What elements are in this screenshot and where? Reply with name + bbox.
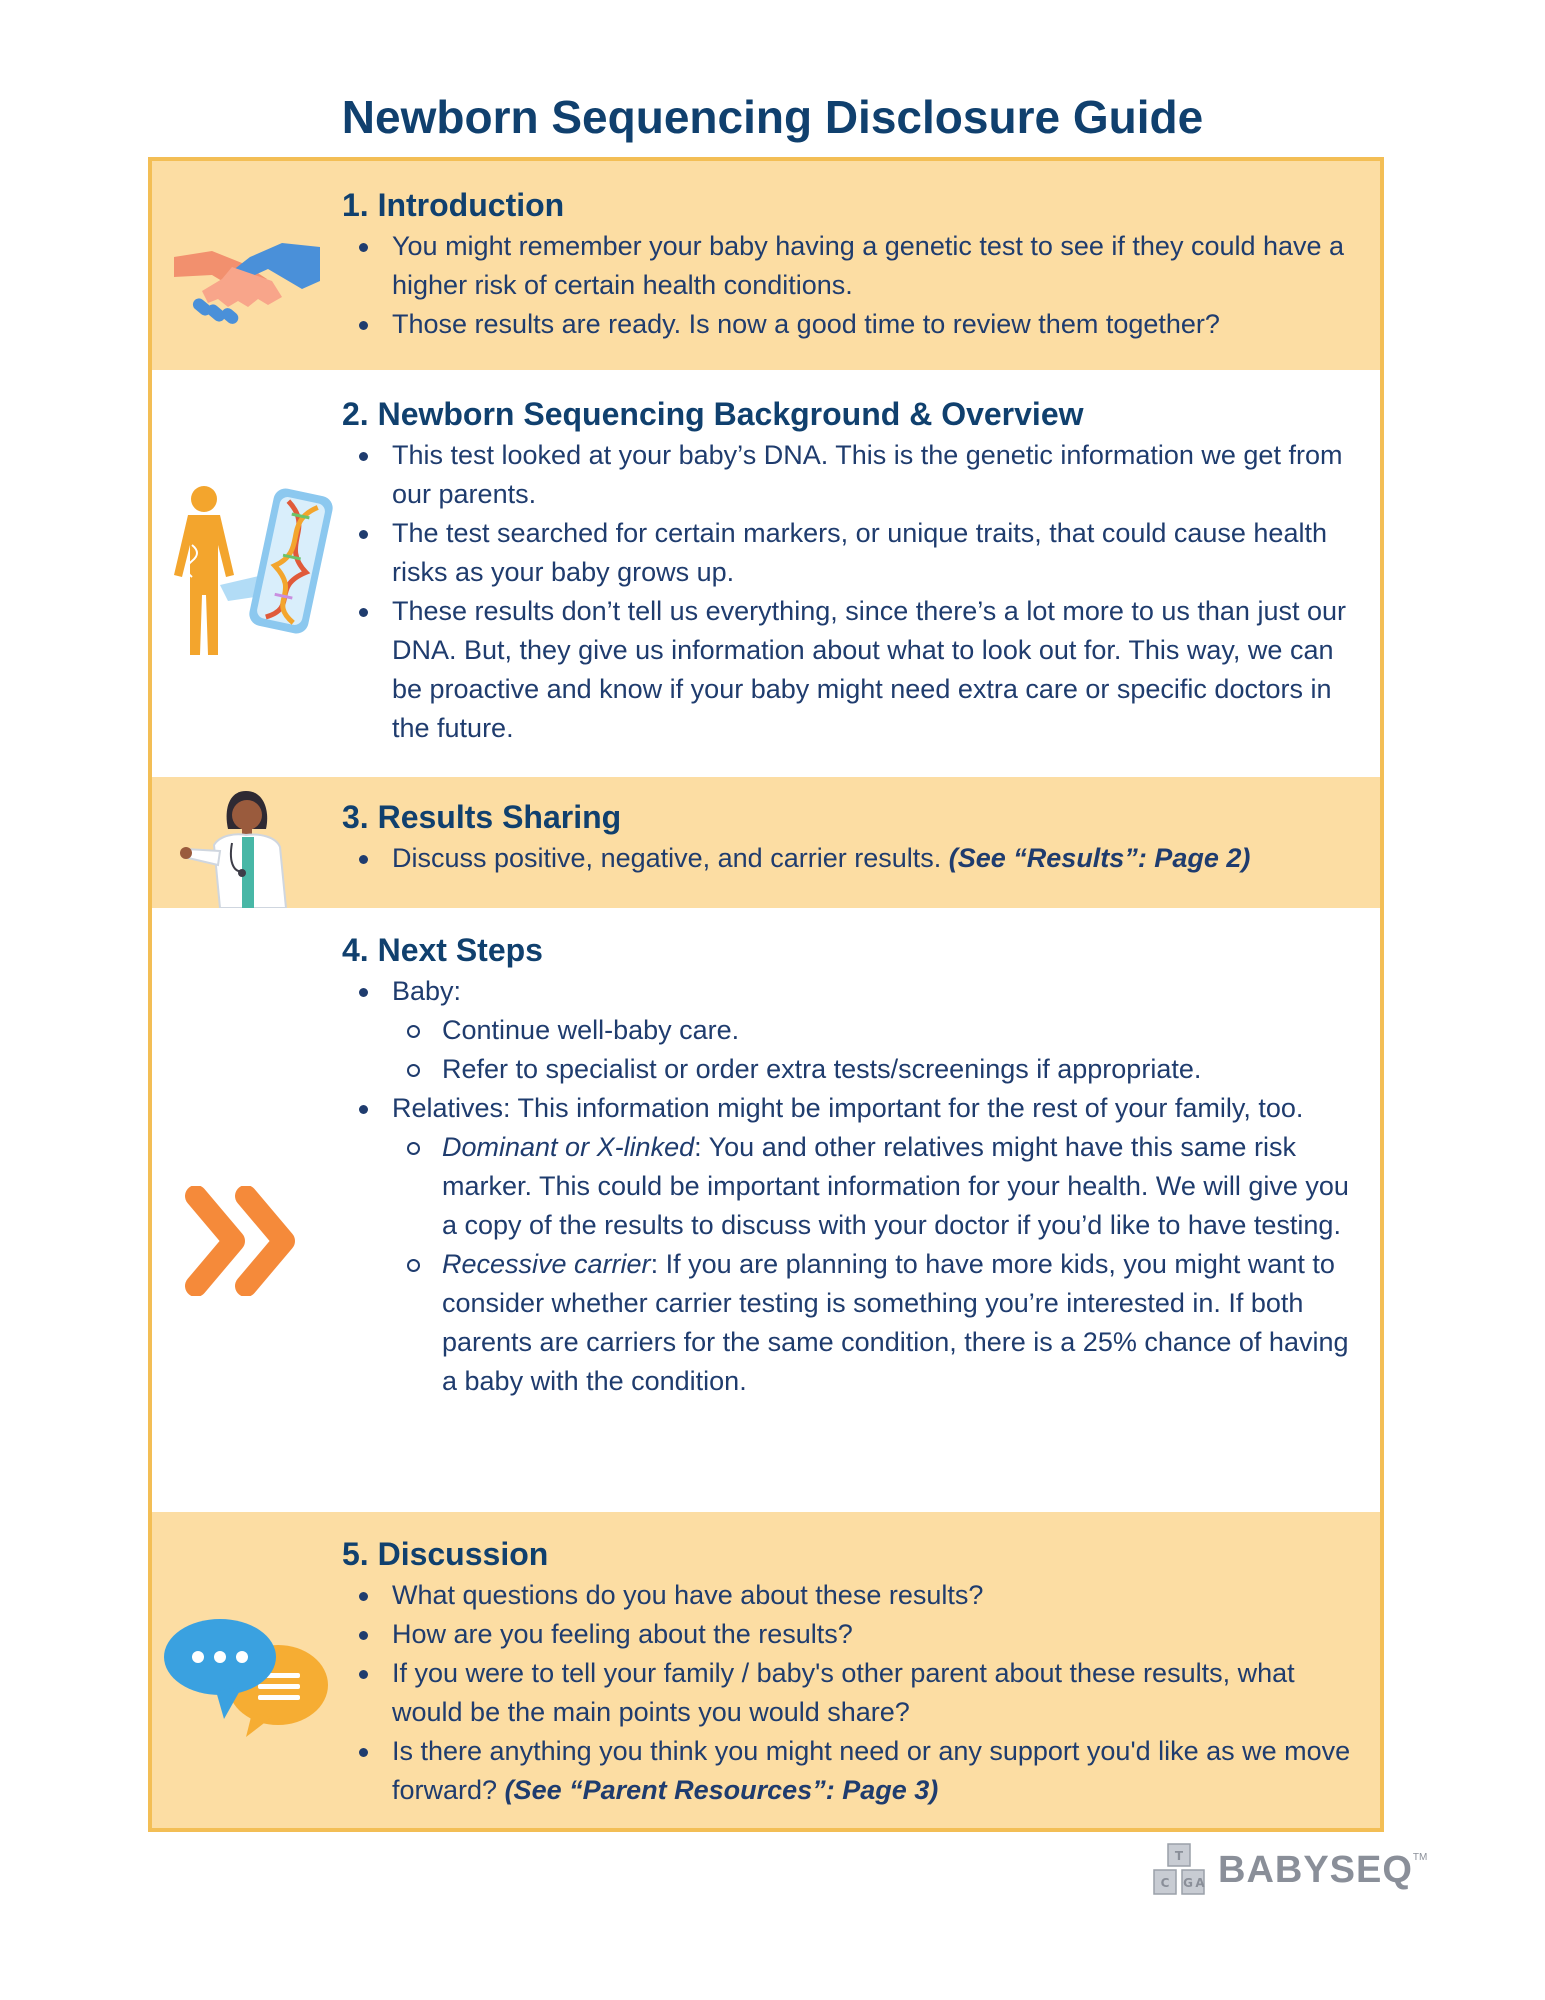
results-content [342, 795, 1360, 878]
page-title: Newborn Sequencing Disclosure Guide [341, 91, 1204, 143]
list-item [342, 1089, 1360, 1401]
logo-trademark: TM [1412, 1852, 1428, 1863]
results-page-reference: (See “Results”: Page 2) [948, 843, 1251, 873]
list-item: How are you feeling about the results? [342, 1615, 1360, 1654]
baby-sublist [392, 1011, 1360, 1089]
next-steps-list [342, 972, 1360, 1401]
introduction-content [342, 183, 1360, 344]
background-content [342, 392, 1360, 748]
logo-block-letter: G [1183, 1876, 1193, 1890]
next-steps-content [342, 928, 1360, 1401]
section-background [152, 370, 1380, 777]
introduction-title: 1. Introduction [342, 187, 565, 223]
section-results [152, 777, 1380, 908]
logo-block-letter: C [1160, 1876, 1170, 1890]
chat-bubbles-icon [160, 1617, 340, 1745]
recessive-term: Recessive carrier [442, 1249, 651, 1279]
recessive-text: : If you are planning to have more kids, you might want to consider whether carrier testing is something you’re interested in. If both parents are carriers for the same condition, there is a 25% chance of having a baby with the condition. [442, 1249, 1349, 1396]
logo-block-letter: T [1174, 1849, 1184, 1863]
section-introduction [152, 161, 1380, 370]
list-item [342, 972, 1360, 1089]
relatives-label: Relatives: This information might be important for the rest of your family, too. [392, 1093, 1304, 1123]
dna-blocks-icon [1150, 1842, 1212, 1898]
guide-frame [148, 157, 1384, 1832]
next-steps-title: 4. Next Steps [342, 932, 543, 968]
handshake-icon [172, 237, 322, 327]
double-chevron-icon [184, 1186, 302, 1296]
section-discussion [152, 1512, 1380, 1828]
list-item: If you were to tell your family / baby's other parent about these results, what would be the main points you would share? [342, 1654, 1360, 1732]
sub-list-item: Refer to specialist or order extra tests/screenings if appropriate. [392, 1050, 1360, 1089]
baby-label: Baby: [392, 976, 462, 1006]
list-item [342, 1732, 1360, 1810]
results-list [342, 839, 1360, 878]
sub-list-item: Continue well-baby care. [392, 1011, 1360, 1050]
background-title: 2. Newborn Sequencing Background & Overview [342, 396, 1084, 432]
sub-list-item [392, 1245, 1360, 1401]
babyseq-logo [1150, 1840, 1427, 1900]
list-item: You might remember your baby having a genetic test to see if they could have a higher risk of certain health conditions. [342, 227, 1360, 305]
list-item: The test searched for certain markers, or unique traits, that could cause health risks as your baby grows up. [342, 514, 1360, 592]
results-bullet-text: Discuss positive, negative, and carrier results. [392, 843, 942, 873]
results-title: 3. Results Sharing [342, 799, 622, 835]
list-item [342, 839, 1360, 878]
list-item: These results don’t tell us everything, since there’s a lot more to us than just our DNA. But, they give us information about what to look out for. This way, we can be proactive and know if your baby might need extra care or specific doctors in the future. [342, 592, 1360, 748]
discussion-list [342, 1576, 1360, 1810]
discussion-title: 5. Discussion [342, 1536, 549, 1572]
logo-text: BABYSEQ [1218, 1848, 1413, 1891]
doctor-icon [180, 785, 310, 908]
logo-block-letter: A [1195, 1876, 1205, 1890]
introduction-list [342, 227, 1360, 344]
relatives-sublist [392, 1128, 1360, 1401]
body-dna-icon [168, 485, 338, 660]
list-item: Those results are ready. Is now a good time to review them together? [342, 305, 1360, 344]
list-item: This test looked at your baby’s DNA. This is the genetic information we get from our parents. [342, 436, 1360, 514]
discussion-content [342, 1532, 1360, 1810]
resources-page-reference: (See “Parent Resources”: Page 3) [504, 1775, 939, 1805]
sub-list-item [392, 1128, 1360, 1245]
list-item: What questions do you have about these results? [342, 1576, 1360, 1615]
section-next-steps [152, 908, 1380, 1512]
background-list [342, 436, 1360, 748]
dominant-term: Dominant or X-linked [442, 1132, 695, 1162]
support-question: Is there anything you think you might need or any support you'd like as we move forward? [392, 1736, 1351, 1805]
dominant-text: : You and other relatives might have this same risk marker. This could be important information for your health. We will give you a copy of the results to discuss with your doctor if you’d like to have testing. [442, 1132, 1349, 1240]
